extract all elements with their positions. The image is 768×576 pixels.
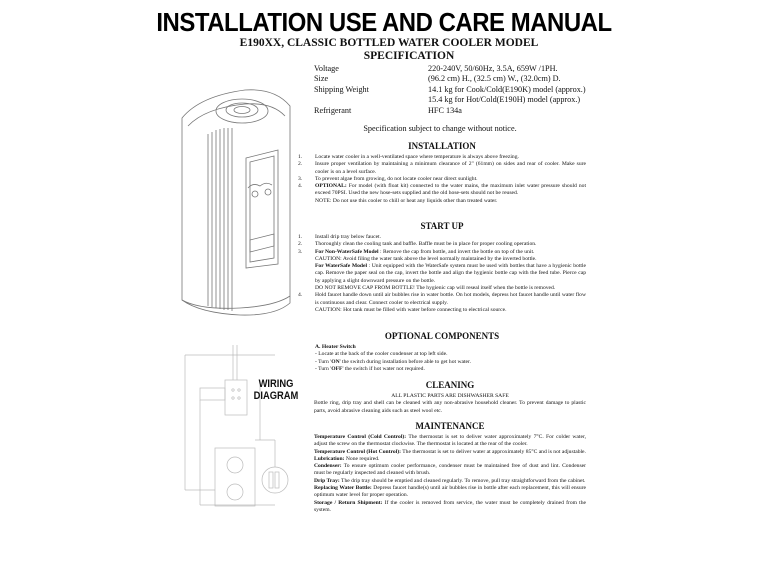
water-cooler-illustration <box>160 68 310 318</box>
specification-table <box>314 64 586 116</box>
maintenance-label: Temperature Control (Hot Control): <box>314 448 401 455</box>
maintenance-label: Lubrication: <box>314 455 345 462</box>
spec-value: 14.1 kg for Cook/Cold(E190K) model (approx.) <box>428 84 586 94</box>
spec-value: HFC 134a <box>428 105 462 115</box>
wiring-diagram-label <box>252 378 300 402</box>
cleaning-subheading: ALL PLASTIC PARTS ARE DISHWASHER SAFE <box>391 393 509 399</box>
item-number: 3. <box>298 248 303 255</box>
maintenance-text: The drip tray should be emptied and cleaned regularly. To remove, pull tray straightforward from the cabinet. <box>339 477 586 484</box>
item-text <box>315 183 586 198</box>
heater-switch-heading: A. Heater Switch <box>315 344 356 350</box>
spec-value: 220-240V, 50/60Hz, 3.5A, 659W /1PH. <box>428 64 558 73</box>
spec-label: Voltage <box>314 64 339 73</box>
startup-section <box>298 221 586 314</box>
caution-text: CAUTION: Hot tank must be filled with water before connecting to electrical source. <box>315 306 507 313</box>
installation-note: NOTE: Do not use this cooler to chill or heat any liquids other than treated water. <box>315 197 498 204</box>
optional-line: - Locate at the back of the cooler condenser at top left side. <box>315 351 448 358</box>
item-text-body: For model (with float kit) connected to the water mains, the maximum inlet water pressure should not exceed 70PSI. Used the new hose-sets supplied and the old hose-sets should not be reused. <box>315 183 586 197</box>
maintenance-label: Storage / Return Shipment: <box>314 499 383 506</box>
cleaning-heading: CLEANING <box>425 380 475 390</box>
text: ' the switch during installation before able to get hot water. <box>339 358 471 365</box>
spec-label <box>314 95 428 105</box>
maintenance-text: None required. <box>344 455 380 462</box>
list-item <box>298 183 586 198</box>
list-item <box>298 249 586 293</box>
maintenance-text: The thermostat is set to deliver water approximately 7°C. For colder water, adjust the screw on the thermostat clockwise. The thermostat is located at the rear of the cooler. <box>314 434 586 448</box>
item-text: Thoroughly clean the cooling tank and baffle. Baffle must be in place for proper cooling operation. <box>315 241 537 248</box>
cleaning-text: Bottle ring, drip tray and shell can be cleaned with any non-abrasive household cleaner. To prevent damage to plastic parts, avoid abrasive cleaning aids such as steel wool etc. <box>314 400 586 414</box>
spec-label: Size <box>314 74 329 84</box>
wiring-label-line2: DIAGRAM <box>253 390 299 402</box>
item-text-body: Hold faucet handle down until air bubbles rise in water bottle. On hot models, depress hot faucet handle until water flow is continuous and clear. Connect cooler to electrical supply. <box>315 292 586 306</box>
maintenance-item <box>314 478 586 485</box>
spec-value: (96.2 cm) H., (32.5 cm) W., (32.0cm) D. <box>428 74 561 84</box>
maintenance-label: Drip Tray: <box>314 477 340 484</box>
item-text: Locate water cooler in a well-ventilated space where temperature is always above freezing. <box>315 154 519 160</box>
item-bold: OPTIONAL: <box>315 183 347 190</box>
maintenance-text: If the cooler is removed from service, the water must be completely drained from the system. <box>314 499 586 513</box>
non-watersafe-label: For Non-WaterSafe Model <box>315 248 379 255</box>
specification-note: Specification subject to change without notice. <box>363 124 517 133</box>
spec-row <box>314 106 586 116</box>
watersafe-label: For WaterSafe Model <box>315 263 368 270</box>
item-number: 1. <box>298 234 303 240</box>
spec-value: 15.4 kg for Hot/Cold(E190H) model (approx.) <box>428 95 581 105</box>
caution-text: CAUTION: Avoid filing the water tank above the level normally maintained by the inverted bottle. <box>315 255 537 262</box>
on-label: ON <box>331 358 340 365</box>
spec-row <box>314 74 586 84</box>
maintenance-item <box>314 500 586 515</box>
maintenance-text: The thermostat is set to deliver water at approximately 85°C and is not adjustable. <box>400 448 586 455</box>
maintenance-section <box>314 421 586 514</box>
item-number: 3. <box>298 175 303 182</box>
maintenance-item <box>314 485 586 500</box>
item-text: Insure proper ventilation by maintaining a minimum clearance of 2" (61mm) on sides and rear of cooler. Make sure cooler is on a level surface. <box>315 161 586 175</box>
maintenance-item <box>314 434 586 449</box>
item-text <box>315 249 586 293</box>
specification-heading: SPECIFICATION <box>363 50 455 62</box>
page-title: INSTALLATION USE AND CARE MANUAL <box>156 7 612 37</box>
non-watersafe-text: : Remove the cap from bottle, and invert the bottle on top of the unit. <box>378 248 535 255</box>
optional-components-body <box>298 344 586 373</box>
item-number: 2. <box>298 241 303 248</box>
item-number: 1. <box>298 154 303 160</box>
optional-line <box>315 366 586 373</box>
text: ' the switch if hot water not required. <box>342 365 425 372</box>
spec-row <box>314 85 586 95</box>
maintenance-text: To ensure optimum cooler performance, condenser must be maintained free of dust and lint. Condenser must be regularly inspected and cleaned with brush. <box>314 463 586 477</box>
optional-line <box>315 359 586 366</box>
list-item <box>298 241 586 248</box>
spec-label: Refrigerant <box>314 105 352 115</box>
spec-row <box>314 95 586 105</box>
maintenance-heading: MAINTENANCE <box>415 421 485 431</box>
item-number: 2. <box>298 161 303 168</box>
maintenance-label: Temperature Control (Cold Control): <box>314 434 407 440</box>
maintenance-item <box>314 463 586 478</box>
wiring-diagram-illustration <box>175 340 295 510</box>
installation-heading: INSTALLATION <box>408 141 476 151</box>
wiring-label-line1: WIRING <box>258 378 294 390</box>
item-text: To prevent algae from growing, do not locate cooler near direct sunlight. <box>315 175 478 182</box>
warning-text: DO NOT REMOVE CAP FROM BOTTLE! The hygienic cap will reseal itself when the bottle is removed. <box>315 285 556 292</box>
model-subtitle: E190XX, CLASSIC BOTTLED WATER COOLER MODEL <box>239 37 539 49</box>
watersafe-text: : Unit equipped with the WaterSafe system must be used with bottles that have a hygienic bottle cap. Remove the paper seal on the cap, invert the bottle and align the hygienic bottle cap with the feed tube. Pierce cap by applying a slight downward pressure on the bottle. <box>315 263 586 284</box>
cleaning-section <box>314 380 586 415</box>
installation-section <box>298 141 586 205</box>
item-text <box>315 292 586 314</box>
text: - Turn ' <box>315 365 332 372</box>
item-number: 4. <box>298 292 303 299</box>
maintenance-label: Replacing Water Bottle: <box>314 485 372 492</box>
list-item <box>298 161 586 176</box>
spec-label: Shipping Weight <box>314 84 369 94</box>
optional-components-heading: OPTIONAL COMPONENTS <box>384 331 500 341</box>
off-label: OFF <box>331 365 343 372</box>
maintenance-label: Condenser: <box>314 463 342 470</box>
text: - Turn ' <box>315 358 332 365</box>
item-number: 4. <box>298 183 303 190</box>
maintenance-item <box>314 449 586 456</box>
item-text: Install drip tray below faucet. <box>315 234 382 240</box>
startup-heading: START UP <box>420 221 464 231</box>
optional-components-section <box>298 331 586 373</box>
maintenance-text: Depress faucet handle(s) until air bubbles rise in bottle after each replacement, this will ensure optimum water level for proper operation. <box>314 485 586 499</box>
spec-row <box>314 64 586 74</box>
list-item <box>298 292 586 314</box>
